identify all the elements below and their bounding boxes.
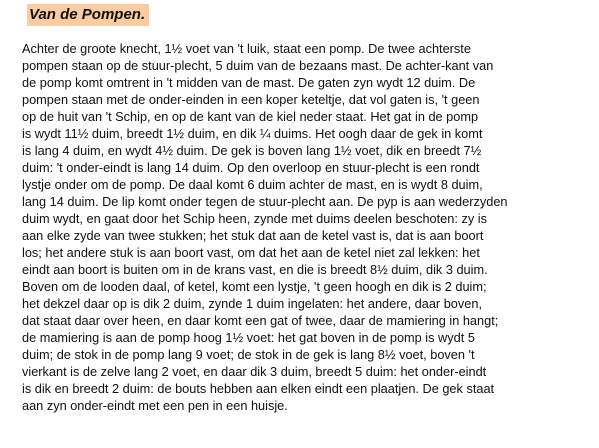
body-line: los; het andere stuk is aan boort vast, om dat het aan de ketel niet zal lekken: het — [22, 245, 480, 260]
body-line: duim: 't onder-eindt is lang 14 duim. Op den overloop en stuur-plecht is een rondt — [22, 160, 480, 175]
body-line: Boven om de looden daal, of ketel, komt een lystje, 't geen hoogh en dik is 2 duim; — [22, 279, 487, 294]
body-line: aan zyn onder-eindt met een pen in een huisje. — [22, 398, 288, 413]
body-line: dat staat daar over heen, en daar komt een gat of twee, daar de mamiering in hangt; — [22, 313, 499, 328]
body-line: de pomp komt omtrent in 't midden van de mast. De gaten zyn wydt 12 duim. De — [22, 75, 476, 90]
body-line: duim; de stok in de pomp lang 9 voet; de stok in de gek is lang 8½ voet, boven 't — [22, 347, 475, 362]
body-line: lang 14 duim. De lip komt onder tegen de stuur-plecht aan. De pyp is aan wederzyden — [22, 194, 508, 209]
body-line: Achter de groote knecht, 1½ voet van 't luik, staat een pomp. De twee achterste — [22, 41, 471, 56]
body-line: is lang 4 duim, en wydt 4½ duim. De gek is boven lang 1½ voet, dik en breedt 7½ — [22, 143, 482, 158]
body-line: vierkant is de zelve lang 2 voet, en daar dik 3 duim, breedt 5 duim: het onder-eindt — [22, 364, 487, 379]
body-line: is wydt 11½ duim, breedt 1½ duim, en dik ¼ duims. Het oogh daar de gek in komt — [22, 126, 483, 141]
body-line: pompen staan op de stuur-plecht, 5 duim van de bezaans mast. De achter-kant van — [22, 58, 494, 73]
body-line: aan elke zyde van twee stukken; het stuk dat aan de ketel vast is, dat is aan boort — [22, 228, 484, 243]
section-heading — [27, 4, 149, 26]
section-heading-title: Van de Pompen — [29, 6, 141, 23]
body-paragraph — [22, 40, 594, 414]
body-line: de mamiering is aan de pomp hoog 1½ voet: het gat boven in de pomp is wydt 5 — [22, 330, 475, 345]
body-line: het dekzel daar op is dik 2 duim, zynde 1 duim ingelaten: het andere, daar boven, — [22, 296, 483, 311]
body-line: is dik en breedt 2 duim: de bouts hebben aan elken eindt een plaatjen. De gek staat — [22, 381, 495, 396]
section-heading-period: . — [140, 6, 146, 23]
body-line: eindt aan boort is buiten om in de krans vast, en die is breedt 8½ duim, dik 3 duim. — [22, 262, 488, 277]
body-line: lystje onder om de pomp. De daal komt 6 duim achter de mast, en is wydt 8 duim, — [22, 177, 483, 192]
body-line: op de huit van 't Schip, en op de kant van de kiel neder staat. Het gat in de pomp — [22, 109, 479, 124]
body-line: duim wydt, en gaat door het Schip heen, zynde met duims deelen beschoten: zy is — [22, 211, 487, 226]
body-line: pompen staan met de onder-einden in een koper keteltje, dat vol gaten is, 't geen — [22, 92, 480, 107]
